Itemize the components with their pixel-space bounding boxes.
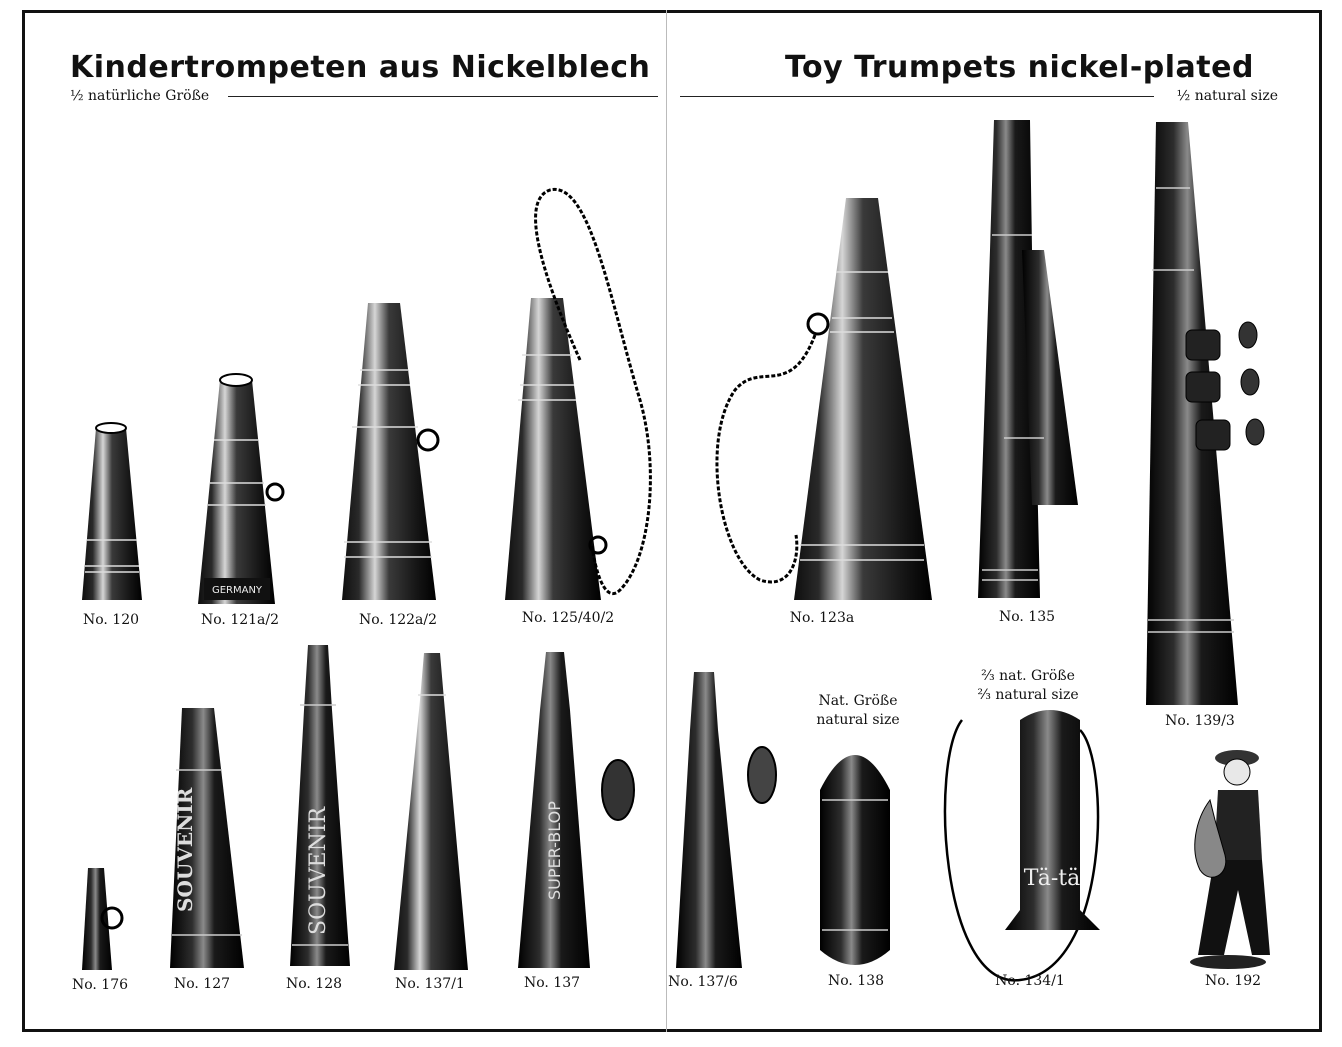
trumpet-no-121a-2 bbox=[198, 374, 283, 604]
trumpet-no-125-40-2 bbox=[505, 189, 650, 600]
size-note-de: ⅔ nat. Größe bbox=[981, 668, 1075, 684]
label-no-137-6: No. 137/6 bbox=[668, 974, 738, 990]
label-no-137: No. 137 bbox=[523, 975, 581, 991]
label-no-137-1: No. 137/1 bbox=[395, 976, 465, 992]
trumpet-no-138 bbox=[820, 755, 890, 965]
marking-germany: GERMANY bbox=[211, 585, 263, 596]
size-note-no-134-1 bbox=[977, 667, 1078, 705]
marking-souvenir-128: SOUVENIR bbox=[306, 806, 331, 935]
trumpet-no-137 bbox=[518, 652, 634, 968]
label-no-192: No. 192 bbox=[1204, 973, 1262, 989]
label-no-176: No. 176 bbox=[71, 977, 129, 993]
marking-souvenir-127: SOUVENIR bbox=[173, 787, 197, 912]
scale-note-english: ½ natural size bbox=[1176, 88, 1278, 104]
label-no-139-3: No. 139/3 bbox=[1165, 713, 1235, 729]
trumpet-no-137-6 bbox=[676, 672, 776, 968]
size-note-no-138 bbox=[816, 692, 899, 730]
size-note-de: Nat. Größe bbox=[818, 693, 898, 709]
marking-super-blop: SUPER-BLOP bbox=[545, 801, 564, 900]
trumpet-no-137-1 bbox=[394, 653, 468, 970]
trumpet-no-134-1 bbox=[945, 710, 1100, 980]
title-german: Kindertrompeten aus Nickelblech bbox=[70, 50, 651, 85]
trumpet-no-122a-2 bbox=[342, 303, 438, 600]
scale-note-german: ½ natürliche Größe bbox=[70, 88, 210, 104]
label-no-138: No. 138 bbox=[827, 973, 885, 989]
trumpet-no-123a bbox=[717, 198, 932, 600]
label-no-135: No. 135 bbox=[998, 609, 1056, 625]
size-note-en: natural size bbox=[816, 712, 900, 728]
label-no-134-1: No. 134/1 bbox=[995, 973, 1065, 989]
title-english: Toy Trumpets nickel-plated bbox=[785, 50, 1254, 85]
label-no-128: No. 128 bbox=[285, 976, 343, 992]
label-no-125-40-2: No. 125/40/2 bbox=[521, 610, 615, 626]
trumpet-no-127 bbox=[170, 708, 244, 968]
label-no-121a-2: No. 121a/2 bbox=[200, 612, 280, 628]
trumpet-no-176 bbox=[82, 868, 122, 970]
label-no-127: No. 127 bbox=[173, 976, 231, 992]
trumpet-no-120 bbox=[82, 423, 142, 600]
marking-ta-ta: Tä-tä bbox=[1023, 866, 1081, 891]
trumpet-no-135 bbox=[978, 120, 1078, 598]
label-no-122a-2: No. 122a/2 bbox=[358, 612, 438, 628]
figure-no-192-saxophonist bbox=[1190, 750, 1270, 969]
trumpet-no-139-3 bbox=[1146, 122, 1264, 705]
size-note-en: ⅔ natural size bbox=[977, 687, 1079, 703]
trumpet-no-128 bbox=[290, 645, 350, 966]
label-no-120: No. 120 bbox=[82, 612, 140, 628]
label-no-123a: No. 123a bbox=[789, 610, 855, 626]
